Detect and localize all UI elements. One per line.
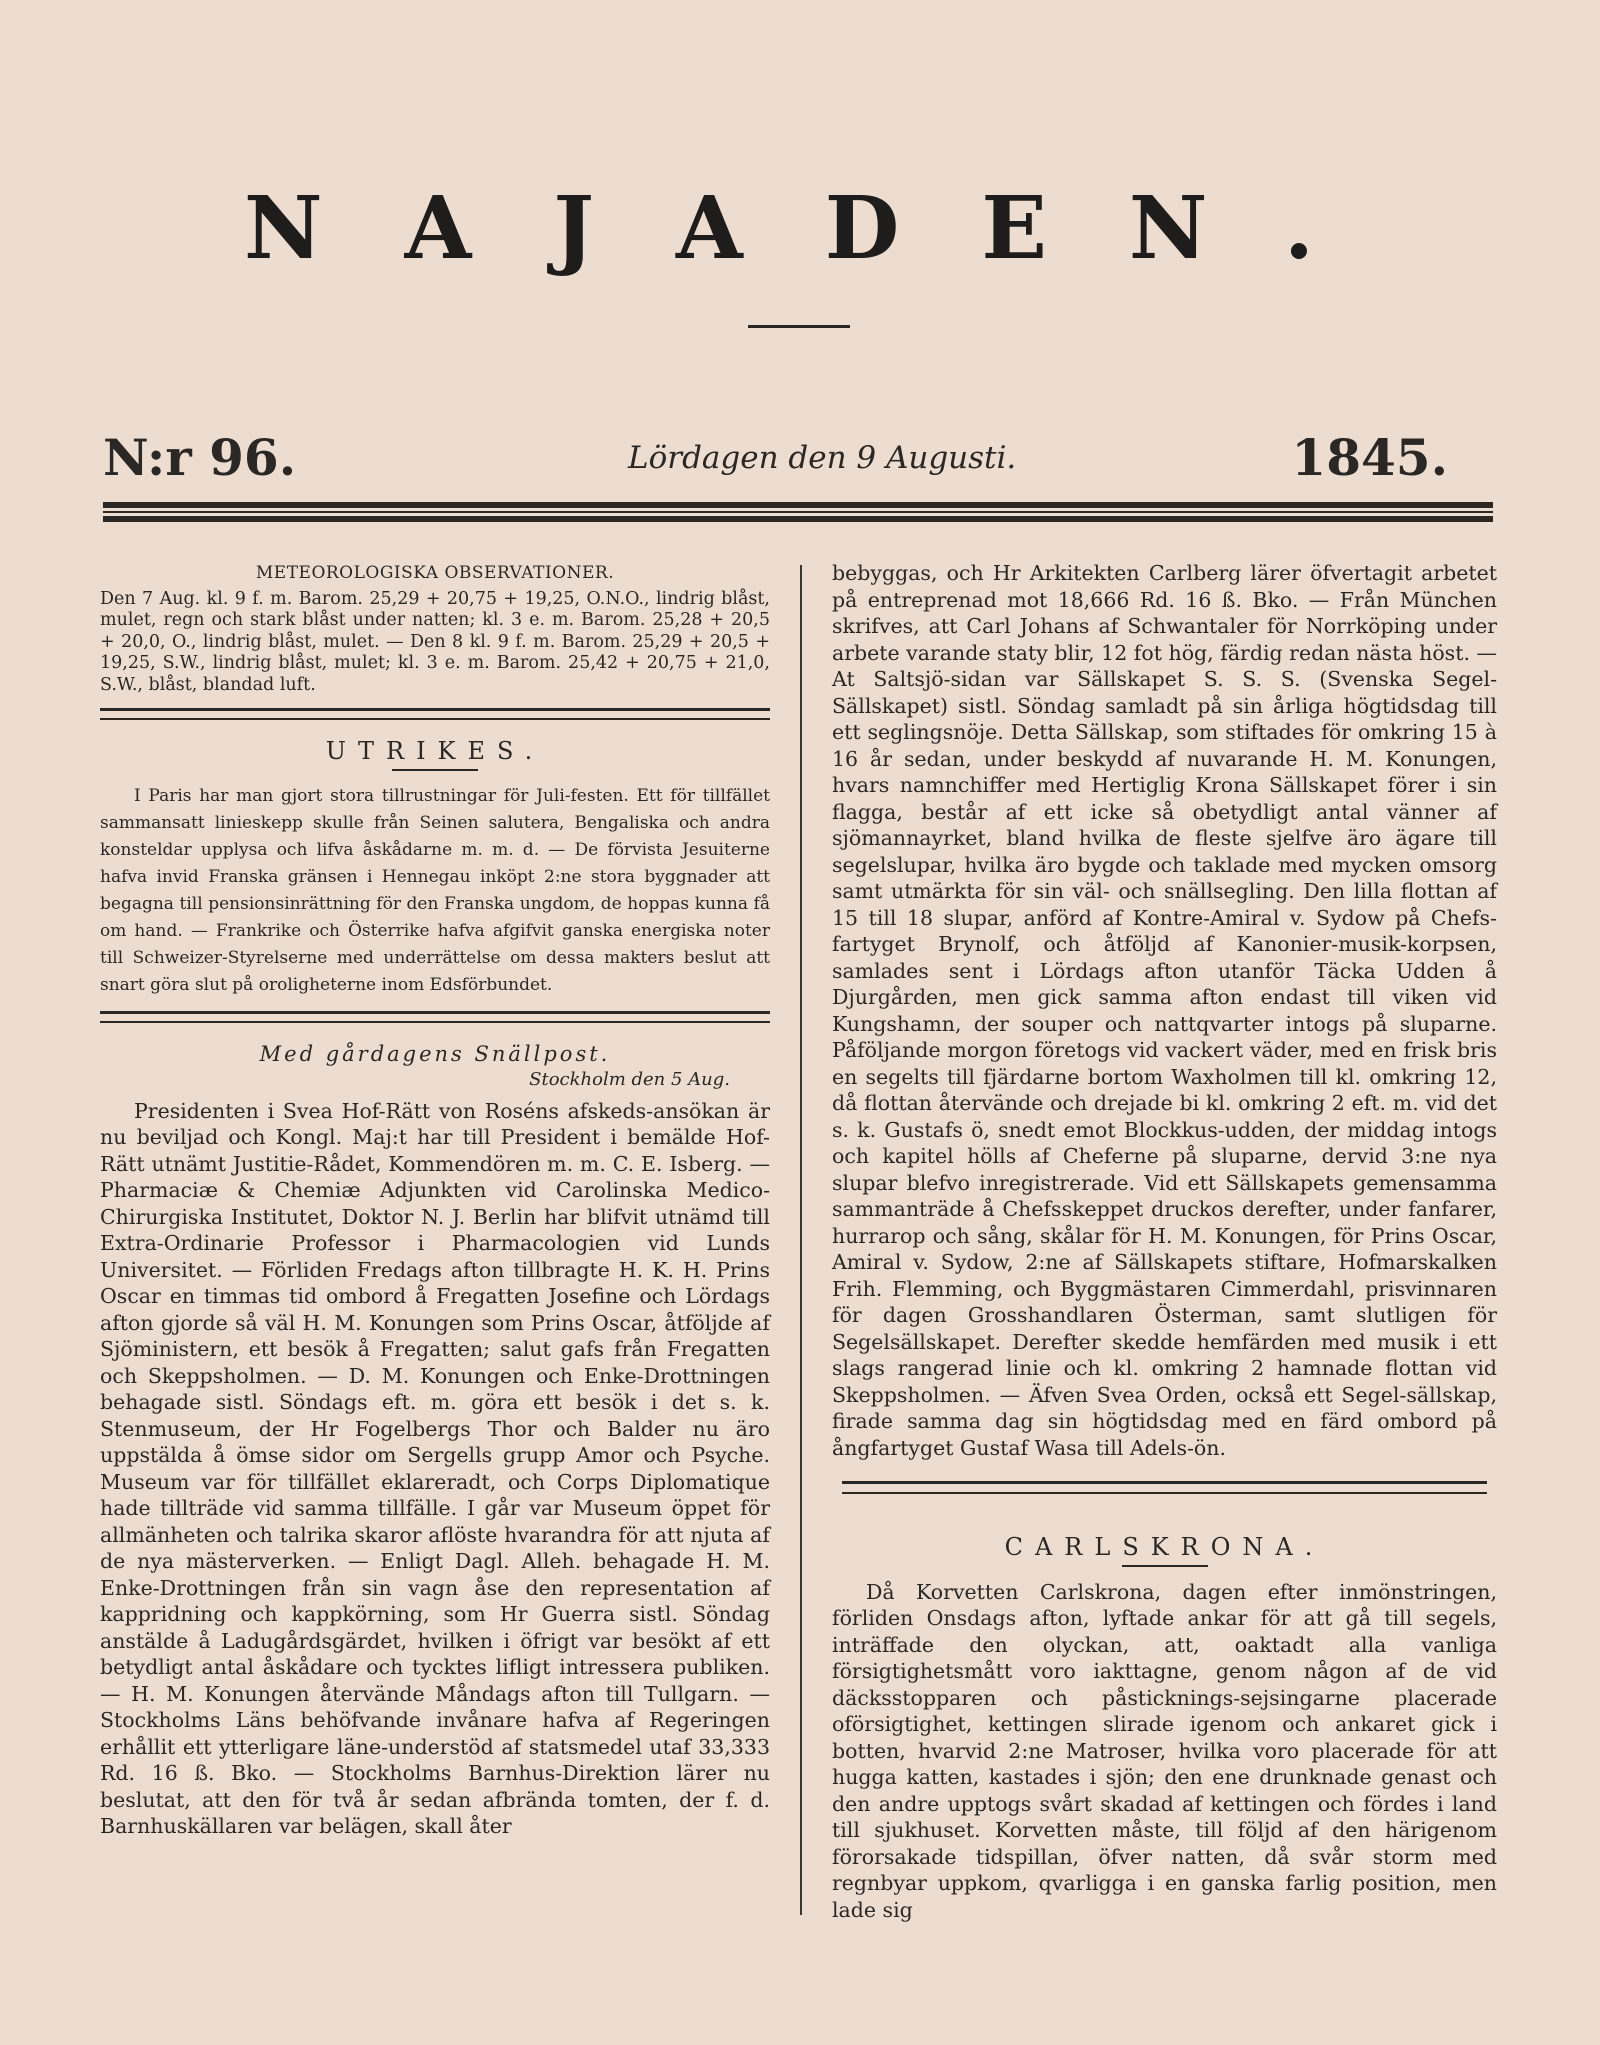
carlskrona-text: Då Korvetten Carlskrona, dagen efter inmönstringen, förliden Onsdags afton, lyftade ankar för att gå till segels, inträffade den olyckan, att, oaktadt alla vanliga försigtighetsmått voro iakttagne, genom någon af de vid däcksstopparen och påsticknings-sejsingarne placerade oförsigtighet, kettingen slirade igenom och ankaret gick i botten, hvarvid 2:ne Matroser, hvilka voro placerade för att hugga katten, kastades i sjön; den ene drunknade genast och den andre upptogs svårt skadad af kettingen och fördes i land till sjukhuset. Korvetten måste, till följd af den härigenom förorsakade tidspillan, öfver natten, då svår storm med regnbyar uppkom, qvarligga i en ganska farlig position, men lade sig: [832, 1579, 1497, 1922]
header-rule: [103, 502, 1493, 522]
issue-date: Lördagen den 9 Augusti.: [628, 440, 1017, 476]
snallpost-heading: Med gårdagens Snällpost.: [259, 1041, 611, 1066]
issue-year: 1845.: [1291, 428, 1448, 487]
masthead-title: NAJADEN.: [244, 178, 1396, 279]
snallpost-text-left: Presidenten i Svea Hof-Rätt von Roséns afskeds-ansökan är nu beviljad och Kongl. Maj:t har till President i bemälde Hof-Rätt utnämt Justitie-Rådet, Kommendören m. m. C. E. Isberg. — Pharmaciæ & Chemiæ Adjunkten vid Carolinska Medico-Chirurgiska Institutet, Doktor N. J. Berlin har blifvit utnämd till Extra-Ordinarie Professor i Pharmacologien vid Lunds Universitet. — Förliden Fredags afton tillbragte H. K. H. Prins Oscar en timmas tid ombord å Fregatten Josefine och Lördags afton gjorde så väl H. M. Konungen som Prins Oscar, åtföljde af Sjöministern, ett besök å Fregatten; salut gafs från Fregatten och Skeppsholmen. — D. M. Konungen och Enke-Drottningen behagade sistl. Söndags eft. m. göra ett besök i det s. k. Stenmuseum, der Hr Fogelbergs Thor och Balder nu äro uppstälda å ömse sidor om Sergells grupp Amor och Psyche. Museum var för tillfället eklareradt, och Corps Diplomatique hade tillträde vid samma tillfälle. I går var Museum öppet för allmänheten och talrika skaror aflöste hvarandra för att njuta af de nya mästerverken. — Enligt Dagl. Alleh. behagade H. M. Enke-Drottningen från sin vagn åse den representation af kappridning och kappkörning, som Hr Guerra sistl. Söndag anstälde å Ladugårdsgärdet, hvilken i öfrigt var besökt af ett betydligt antal åskådare och tycktes lifligt intressera publiken. — H. M. Konungen återvände Måndags afton till Tullgarn. — Stockholms Läns behöfvande invånare hafva af Regeringen erhållit ett ytterligare läne-understöd af statsmedel utaf 33,333 Rd. 16 ß. Bko. — Stockholms Barnhus-Direktion lärer nu beslutat, att den för två år sedan afbrända tomten, der f. d. Barnhuskällaren var belägen, skall åter: [100, 1098, 770, 1838]
section-rule: [842, 1481, 1487, 1494]
left-column: [100, 560, 770, 1840]
right-column: [832, 560, 1497, 1923]
meteorology-text: Den 7 Aug. kl. 9 f. m. Barom. 25,29 + 20,75 + 19,25, O.N.O., lindrig blåst, mulet, regn och stark blåst under natten; kl. 3 e. m. Barom. 25,28 + 20,5 + 20,0, O., lindrig blåst, mulet. — Den 8 kl. 9 f. m. Barom. 25,29 + 20,5 + 19,25, S.W., lindrig blåst, mulet; kl. 3 e. m. Barom. 25,42 + 20,75 + 21,0, S.W., blåst, blandad luft.: [100, 588, 770, 695]
utrikes-heading: UTRIKES.: [325, 737, 545, 765]
column-divider: [800, 565, 802, 1915]
utrikes-text: I Paris har man gjort stora tillrustningar för Juli-festen. Ett för tillfället sammansatt linieskepp skulle från Seinen salutera, Bengaliska och andra konsteldar upplysa och lifva åskådarne m. m. d. — De förvista Jesuiterne hafva invid Franska gränsen i Hennegau inköpt 2:ne stora byggnader att begagna till pensionsinrättning för den Franska ungdom, de hoppas kunna få om hand. — Frankrike och Österrike hafva afgifvit ganska energiska noter till Schweizer-Styrelserne med underrättelse om dessa makters beslut att snart göra slut på oroligheterne inom Edsförbundet.: [100, 785, 770, 995]
heading-rule: [1122, 1565, 1208, 1567]
masthead-rule: [748, 325, 850, 328]
snallpost-text-right: bebyggas, och Hr Arkitekten Carlberg lärer öfvertagit arbetet på entreprenad mot 18,666 Rd. 16 ß. Bko. — Från München skrifves, att Carl Johans af Schwantaler för Norrköping under arbete varande staty blir, 12 fot hög, färdig redan nästa höst. — At Saltsjö-sidan var Sällskapet S. S. S. (Svenska Segel-Sällskapet) sistl. Söndag samladt på sin årliga högtidsdag till ett seglingsnöje. Detta Sällskap, som stiftades för omkring 15 à 16 år sedan, under beskydd af nuvarande H. M. Konungen, hvars namnchiffer med Hertiglig Krona Sällskapet förer i sin flagga, består af ett icke så obetydligt antal vänner af sjömannayrket, bland hvilka de fleste sjelfve äro ägare till segelslupar, hvilka äro bygde och taklade med mycken omsorg samt utmärkta för sin väl- och snällsegling. Den lilla flottan af 15 till 18 slupar, anförd af Kontre-Amiral v. Sydow på Chefs-fartyget Brynolf, och åtföljd af Kanonier-musik-korpsen, samlades sent i Lördags afton utanför Täcka Udden å Djurgården, men gick samma afton endast till viken vid Kungshamn, der souper och nattqvarter intogs på sluparne. Påföljande morgon företogs vid vackert väder, med en frisk bris en segelts till fjärdarne bortom Waxholmen till kl. omkring 12, då flottan återvände och drejade bi kl. omkring 2 eft. m. vid det s. k. Gustafs ö, snedt emot Blockkus-udden, der middag intogs och kapitel hölls af Cheferne på sluparne, dervid 3:ne nya slupar blefvo inregistrerade. Vid ett Sällskapets gemensamma sammanträde å Chefsskeppet druckos derefter, under fanfarer, hurrarop och sång, skålar för H. M. Konungen, för Prins Oscar, Amiral v. Sydow, 2:ne af Sällskapets stiftare, Hofmarskalken Frih. Flemming, och Byggmästaren Cimmerdahl, prisvinnaren för dagen Grosshandlaren Österman, samt slutligen för Segelsällskapet. Derefter skedde hemfärden med musik i ett slags rangerad linie och kl. omkring 2 hamnade flottan vid Skeppsholmen. — Äfven Svea Orden, också ett Segel-sällskap, firade samma dag sin högtidsdag med en färd ombord på ångfartyget Gustaf Wasa till Adels-ön.: [832, 561, 1497, 1460]
snallpost-dateline: Stockholm den 5 Aug.: [529, 1069, 730, 1090]
section-rule: [100, 708, 770, 720]
carlskrona-heading: CARLSKRONA.: [1004, 1533, 1325, 1561]
section-rule: [100, 1011, 770, 1023]
meteorology-heading: METEOROLOGISKA OBSERVATIONER.: [255, 563, 615, 583]
heading-rule: [392, 769, 478, 771]
issue-number: N:r 96.: [103, 428, 297, 487]
